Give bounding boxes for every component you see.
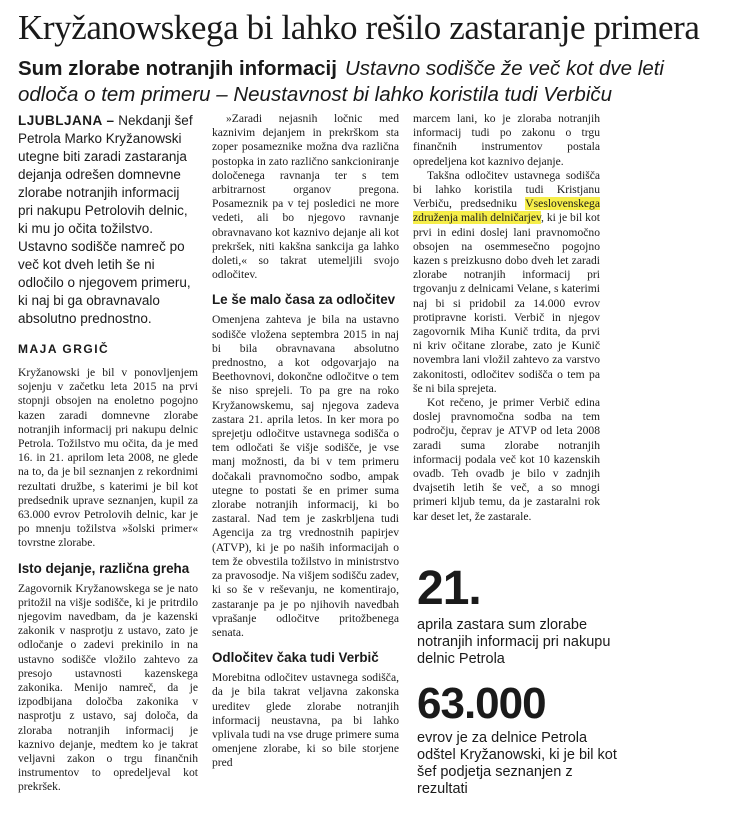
body-paragraph: Kot rečeno, je primer Verbič edina doslej pravnomočna sodba na tem področju, čeprav je ATVP od leta 2008 zaradi suma zlorabe notranjih informacij podala več kot 10 kazenskih ovadb. Teh ovadb je bilo v zadnjih dvajsetih letih še več, a so mnogi primeri kljub temu, da je zastaralni rok kar deset let, že zastarale. [413,396,600,523]
stat-number: 21. [417,562,481,615]
body-paragraph [413,169,600,396]
byline: MAJA GRGIČ [18,342,110,356]
subheadline-italic: Ustavno sodišče že več kot dve leti odloča o tem primeru – Neustavnost bi lahko koristila tudi Verbiču [18,57,664,106]
column-1 [18,112,198,795]
subheadline-bold: Sum zlorabe notranjih informacij [18,57,337,80]
section-subhead: Isto dejanje, različna greha [18,560,190,576]
stat-number: 63.000 [417,679,546,728]
column-3 [413,112,600,524]
headline: Kryžanowskega bi lahko rešilo zastaranje primera [18,8,700,47]
stat-text: aprila zastara sum zlorabe notranjih informacij pri nakupu delnic Petrola [417,617,611,667]
body-text: , ki je bil kot prvi in edini doslej lani pravnomočno obsojen na osemmesečno pogojno kazen s preizkusno dobo dveh let zaradi zlorabe notranjih informacij pri trgovanju z delnicami Velane, s katerimi naj bi si pridobil za 14.000 evrov protipravne koristi. Verbič in njegov zagovornik Miha Kunič trdita, da prvi ni kriv očitane zlorabe, zato je Kunič novembra lani vložil zahtevo za varstvo zakonitosti, odločitev sodišča o tem pa še ni bila sprejeta. [413,211,600,395]
section-subhead: Le še malo časa za odločitev [212,292,396,308]
stat-box-date [417,562,617,668]
lead-text: Nekdanji šef Petrola Marko Kryžanowski utegne biti zaradi zastaranja dejanja odrešen domnevne zlorabe notranjih informacij pri nakupu Petrolovih delnic, ki mu jo očita tožilstvo. Ustavno sodišče namreč po več kot dveh letih še ni odločilo o njegovem primeru, ki naj bi ga obravnavalo absolutno prednostno. [18,113,193,326]
lead-paragraph [18,112,198,328]
dateline: LJUBLJANA – [18,113,115,128]
body-paragraph: Kryžanowski je bil v ponovljenjem sojenju v začetku leta 2015 na prvi stopnji obsojen na enoletno pogojno kazen zaradi domnevne zlorabe notranjih informacij pri nakupu delnic Petrola. Tožilstvo mu očita, da je med 16. in 21. aprilom leta 2008, ne glede na to, da je bil seznanjen z rekordnimi rezultati družbe, s katerimi je bil kot predsednik uprave seznanjen, kupil za 63.000 evrov Petrolovih delnic, kar je po mnenju tožilstva »šolski primer« tovrstne zlorabe. [18,366,198,550]
column-2 [212,112,399,771]
stat-text: evrov je za delnice Petrola odštel Kryžanowski, ki je bil kot šef podjetja seznanjen z rezultati [417,730,617,797]
subheadline [18,56,730,108]
section-subhead: Odločitev čaka tudi Verbič [212,650,379,666]
body-paragraph: »Zaradi nejasnih ločnic med kaznivim dejanjem in prekrškom sta zoper posameznike možna dva različna postopka in zato različno sankcioniranje določenega ravnanja ter s tem arbitrarnost organov pregona. Posameznik pa v tej posledici ne more vedeti, ali bo njegovo ravnanje obravnavano kot kaznivo dejanje ali kot prekršek, niti kakšna sankcija ga lahko doleti,« so takrat utemeljili svojo odločitev. [212,112,399,282]
body-paragraph: Omenjena zahteva je bila na ustavno sodišče vložena septembra 2015 in naj bi bila obravnavana absolutno prednostno, a kot odgovarjajo na Beethovnovi, dokončne odločitve o tem še niso sprejeli. To pa gre na roko Kryžanowskemu, saj njegova zadeva zastara 21. aprila letos. In ker mora po sprejetju odločitve ustavnega sodišča o tem odločati še višje sodišče, je vse manj možnosti, da bi v tem primeru dočakali pravnomočno sodbo, ampak utegne to postati še en primer suma zlorabe notranjih informacij, ki bo zastaral. Nad tem je zaskrbljena tudi Agencija za trg vrednostnih papirjev (ATVP), ki je po naših informacijah o tem že obvestila tožilstvo in ministrstvo za pravosodje. Na višjem sodišču zadev, ki so še v reševanju, ne komentirajo, zastaranje pa je po njihovih navedbah vprašanje odločitve pritožbenega senata. [212,313,399,639]
stat-box-amount [417,679,617,798]
body-paragraph: Zagovornik Kryžanowskega se je nato pritožil na višje sodišče, ki je pritrdilo njegovim navedbam, da je kazenski zakonik v nasprotju z ustavo, zato je odločanje o zadevi prekinilo in na ustavno sodišče vložilo zahtevo za presojo ustavnosti kazenskega zakonika. Menijo namreč, da je izpodbijana določba zakonika v nasprotju z ustavo, saj določa, da zloraba notranjih informacij je kaznivo dejanje, medtem ko je takrat veljavni zakon o trgu finančnih instrumentov to opredeljeval kot prekršek. [18,581,198,794]
highlighted-text: Vseslovenskega združenja malih delničarjev [413,197,600,225]
body-paragraph: marcem lani, ko je zloraba notranjih informacij tudi po zakonu o trgu finančnih instrumentov postala opredeljena kot kaznivo dejanje. [413,112,600,168]
body-paragraph: Morebitna odločitev ustavnega sodišča, da je bila takrat veljavna zakonska ureditev glede zlorabe notranjih informacij neustavna, pa bi lahko vplivala tudi na vse druge primere suma omenjene zlorabe, ki so bile storjene pred [212,671,399,770]
body-text: Takšna odločitev ustavnega sodišča bi lahko koristila tudi Kristjanu Verbiču, predsedniku [413,168,600,211]
